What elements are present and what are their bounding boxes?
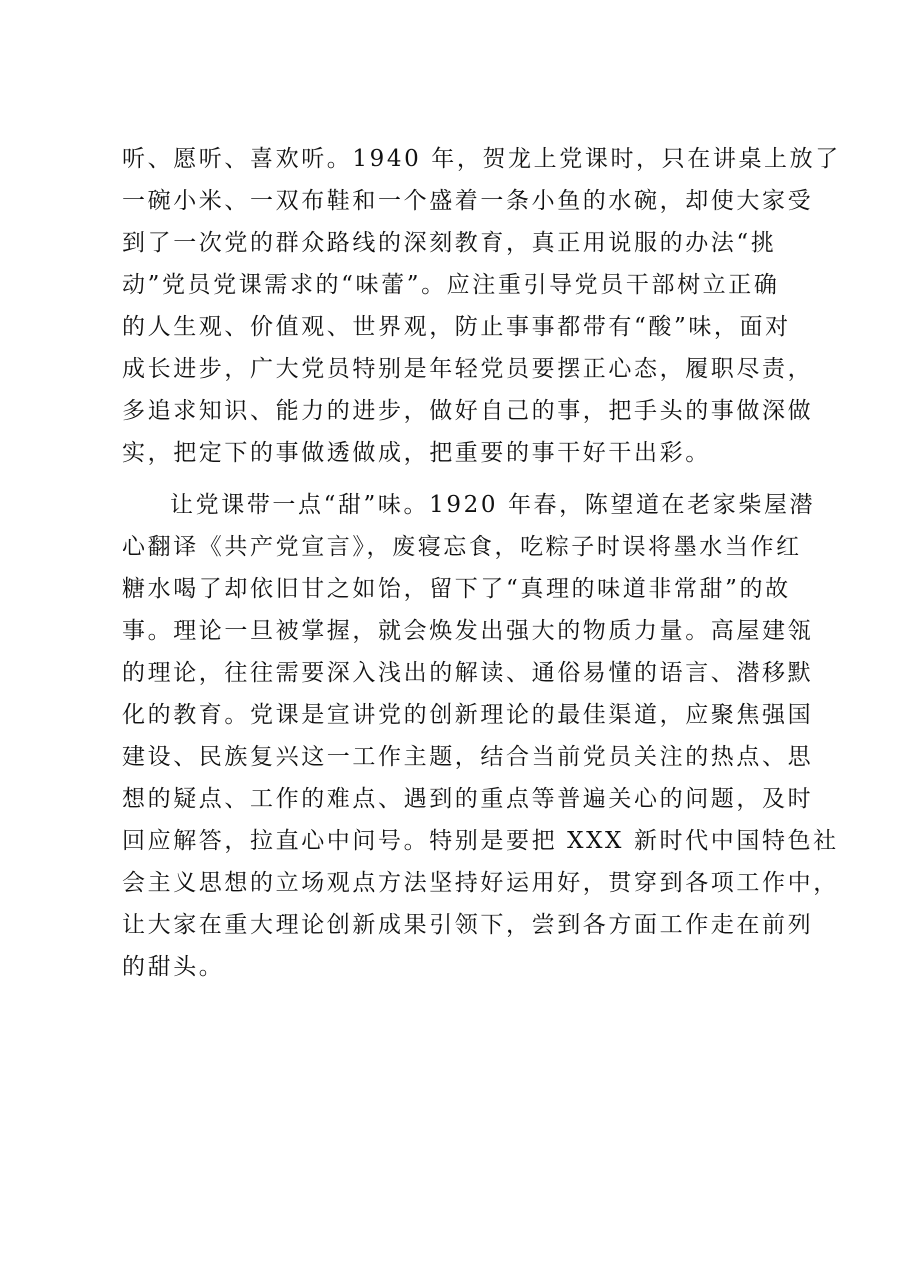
paragraph-1 [122, 138, 841, 474]
paragraph-1-line-2: 一碗小米、一双布鞋和一个盛着一条小鱼的水碗，却使大家受 [122, 188, 814, 214]
paragraph-2-line-9: 回应解答，拉直心中问号。特别是要把 XXX 新时代中国特色社 [122, 828, 839, 854]
paragraph-2 [122, 484, 839, 988]
paragraph-1-line-7: 多追求知识、能力的进步，做好自己的事，把手头的事做深做 [122, 398, 814, 424]
paragraph-2-line-5: 的理论，往往需要深入浅出的解读、通俗易懂的语言、潜移默 [122, 660, 814, 686]
document-body [122, 138, 841, 988]
paragraph-1-line-6: 成长进步，广大党员特别是年轻党员要摆正心态，履职尽责， [122, 356, 814, 382]
paragraph-2-line-6: 化的教育。党课是宣讲党的创新理论的最佳渠道，应聚焦强国 [122, 702, 814, 728]
paragraph-gap [122, 474, 812, 484]
paragraph-2-line-11: 让大家在重大理论创新成果引领下，尝到各方面工作走在前列 [122, 912, 814, 938]
paragraph-1-line-8: 实，把定下的事做透做成，把重要的事干好干出彩。 [122, 440, 711, 466]
paragraph-1-line-1: 听、愿听、喜欢听。1940 年，贺龙上党课时，只在讲桌上放了 [122, 146, 841, 172]
paragraph-2-line-3: 糖水喝了却依旧甘之如饴，留下了“真理的味道非常甜”的故 [122, 576, 791, 602]
paragraph-2-line-2: 心翻译《共产党宣言》，废寝忘食，吃粽子时误将墨水当作红 [122, 534, 802, 560]
paragraph-1-line-3: 到了一次党的群众路线的深刻教育，真正用说服的办法“挑 [122, 230, 777, 256]
paragraph-2-line-7: 建设、民族复兴这一工作主题，结合当前党员关注的热点、思 [122, 744, 814, 770]
paragraph-2-line-1: 让党课带一点“甜”味。1920 年春，陈望道在老家柴屋潜 [170, 492, 816, 518]
paragraph-2-line-4: 事。理论一旦被掌握，就会焕发出强大的物质力量。高屋建瓴 [122, 618, 814, 644]
paragraph-2-line-12: 的甜头。 [122, 954, 225, 980]
paragraph-2-line-10: 会主义思想的立场观点方法坚持好运用好，贯穿到各项工作中， [122, 870, 839, 896]
paragraph-1-line-4: 动”党员党课需求的“味蕾”。应注重引导党员干部树立正确 [122, 272, 780, 298]
paragraph-1-line-5: 的人生观、价值观、世界观，防止事事都带有“酸”味，面对 [122, 314, 791, 340]
paragraph-2-line-8: 想的疑点、工作的难点、遇到的重点等普遍关心的问题，及时 [122, 786, 814, 812]
